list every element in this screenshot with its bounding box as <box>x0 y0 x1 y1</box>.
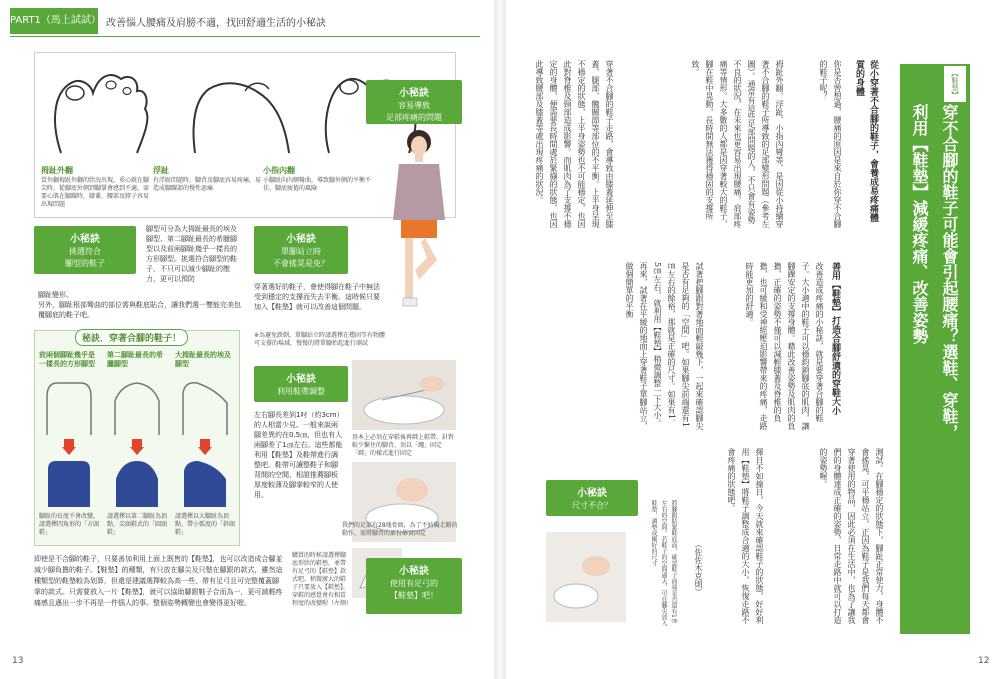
shape-paragraph: 腳型可分為大拇趾最長的埃及腳型、第二腳趾最長的希臘腳型以及前兩腳趾幾乎一樣長的方形腳型。挑選符合腳型的鞋子，不只可以減少腳趾的壓力，更可以預防 <box>146 225 237 283</box>
woman-standing-photo <box>385 120 455 380</box>
tip-line: 足部疼痛的問題 <box>386 113 442 122</box>
shape-name-egyptian: 大拇趾最長的埃及腳型 <box>175 351 231 368</box>
tip-choose-shape <box>34 226 136 274</box>
author: （佐佐木克則） <box>694 540 703 596</box>
shoe-lacing-photo <box>352 360 456 430</box>
body-col-4: 改善造成疼痛的小秘訣，就是要穿著合腳的鞋子。大小適中的鞋子可以穩鈞鎖腳底的肌肉，讓腳踝安定的支撐身體。藉此改善姿勢及肌肉的負擔，正確的姿勢不僅可以減輕膝蓋及脊椎的負擔，也可緩和受神經壓迫影響帶來的疼痛，走路時能更加的舒適。 <box>745 262 824 430</box>
body-col-7: 擇日不如撞日，今天就來確認鞋子的狀態，好好利用【鞋墊】將鞋子調整成合適的大小，恢復走路不會疼痛的狀態吧。 <box>727 448 764 624</box>
insole-paragraph: 即使是不合腳的鞋子，只要善加利用上面上既售的【鞋墊】，也可以改造成合腳並減少腳負擔的鞋子。【鞋墊】的種類，有只放在腳尖及只墊在腳跟的款式，雖然這種類型的鞋墊較為划算，但還是建議選擇較為高一些，帶有足弓且可完整覆蓋腳掌的款式。只需要放入一片【鞋墊】，就可以協助腳跟鞋子合而為一，更可減輕疼痛感且邁出一步不再是一件惱人的事。整個姿勢轉變也會變得更好喔。 <box>34 555 283 607</box>
tip-title: 小秘訣 <box>286 374 316 385</box>
laces-paragraph: 左右腳長差到1吋（約3cm）的人相當少見。一般來說兩腳差異約在0.5㎝，但也有人兩腳差了1㎝左右。這些都能利用【鞋墊】及鞋帶進行調整吧。鞋帶可讓整鞋子和腳背間的空間，相證推薦腳板厚度較薄及腳掌較窄的人使用。 <box>254 411 344 499</box>
choose-heading: 秘訣．穿著合腳的鞋子！ <box>75 329 188 346</box>
tip-line: 不會搖晃是免？ <box>273 259 329 268</box>
foot-illustration-bunion <box>41 63 151 159</box>
body-col-2: 拇趾外翻、浮趾、小指內彎等，是因從小持續穿著不合腳的鞋子所導致的足部變形問題（參考左圖）。通常有這些足部問題的人，不只會有姿勢不良的狀況，在未來也更容易出現腰痛、肩部疼痛等情形。大多數的人都是因穿著較大的鞋子，腳在鞋中晃動，長時間無法獲得穩固的支撐所致。 <box>691 60 784 228</box>
shape-paragraph-2: 腳趾變形。 <box>38 291 73 299</box>
tip-line: 容易導致 <box>398 101 430 110</box>
page-header <box>10 8 480 36</box>
foot-illustration-floating-toe <box>185 63 295 159</box>
foot-type-desc-floating: 有浮趾問題時，腳背及腳底容易疼痛，易造成腳踝部的慢性惡痛 <box>153 177 262 192</box>
shape-caption-egyptian: 請選擇以大腳趾為頂點、帶小弧度的「斜頭鞋」 <box>175 513 236 536</box>
body-col-6: 測試。在腳穩定的狀態下，腳趾正常使力，身體不會搖晃，可平穩站立，正因為鞋子是我們每天都會穿著使用的物品，因此必須在生活中，也為了讓我們的身體達成正確的姿勢，日常走路中就可以打造的姿勢喔。 <box>819 448 884 624</box>
body-col-1: 你是否曾想過，腰痛的原因是來自於你穿不合腳的鞋子呢？ <box>819 60 842 228</box>
tag-label: 【鞋墊】 <box>944 66 966 102</box>
header-subtitle: 改善惱人腰痛及肩膀不適，找回舒適生活的小秘訣 <box>106 18 326 29</box>
tip-shoelaces <box>254 366 348 402</box>
foot-type-desc-little-toe: 小腳趾向內側彎曲，導致腳外側的平衡不佳，腳底疲倦的風險 <box>263 177 372 192</box>
shoe-round-toe <box>112 459 162 509</box>
foot-type-title-floating: 浮趾 <box>153 166 169 175</box>
tip-title: 小秘訣 <box>399 88 429 99</box>
shape-name-greek: 第二腳趾最長的希臘腳型 <box>107 351 163 368</box>
standing-note: ※為避免跌倒，單腳站立時請選擇在穩固等有物體可支撐的場域，慢慢的將單腳抬起進行測試 <box>254 332 386 347</box>
tip-line: 挑選符合 <box>69 247 101 256</box>
left-page <box>0 0 494 679</box>
body-col-3: 穿著不合腳的鞋子走路，會導致由膝蓋延伸至膝蓋、腿部、髖關節等部位的不平衡。上半身呈現不穩定的狀態，上半身姿勢也不可能穩定，也因此對脊椎及頸部造成影響。而肌肉為了支撐不穩定的身體，便需要長時間處於緊繃的狀態，也因此導致腰部及膝蓋等處出現疼痛的狀況。 <box>535 60 614 228</box>
arrow-down-icon <box>130 439 144 455</box>
page-number-right: 12 <box>978 656 990 666</box>
foot-type-desc-bunion: 當外翻拇趾外翻的狀況出現，重心就在腳尖時，從腳底外側到腳掌會感到不適，需要心肌在腳踝時，膝蓋、腰部及脖子容易出現問題 <box>41 177 150 208</box>
shape-caption-greek: 請選擇以第二腳趾為頂點、尖頭鞋式的「圓頭鞋」 <box>107 513 168 536</box>
feet-in-shoes-photo <box>546 532 626 622</box>
laces-caption-2: 我們的足部有28塊骨頭，為了不妨礙走路的動作，需將腳背的部份確實固定 <box>342 522 458 537</box>
size-caption: 將腳跟貼緊鞋底面，確認鞋子前端是否還有1㎝左右的空間。若鞋子的空間過大，可在腳尖放入鞋墊，調整成剛好的尺寸 <box>650 500 677 626</box>
insole-caption: 購買的時候請選擇腳底形狀的鞋墊，並帶有足弓的【鞋墊】款式吧。稍微廣大的鞋子只要放入【鞋墊】，穿鞋的感覺會有相當程度的改變喔（左側） <box>292 552 353 607</box>
shape-caption-square: 腳趾的長度不會改變，請選擇四角形的「方頭鞋」 <box>39 513 100 536</box>
tip-foot-problems <box>366 80 462 124</box>
shape-name-square: 前兩個腳趾幾乎是一樣長的方形腳型 <box>39 351 95 368</box>
title-line-2: 利用【鞋墊】減緩疼痛、改善姿勢 <box>910 104 929 344</box>
tip-line: 尺寸不合？ <box>572 501 612 510</box>
book-gutter <box>494 0 506 679</box>
tip-size-check <box>546 480 638 516</box>
tip-line: 單腳站立時 <box>281 247 321 256</box>
foot-outline-square <box>39 379 99 439</box>
shoe-oblique-toe <box>180 459 230 509</box>
subhead: 從小穿著不合腳的鞋子，會養成易疼痛體質的身體 <box>854 60 878 222</box>
tip-title: 小秘訣 <box>70 234 100 245</box>
tip-line: 利用鞋帶調整 <box>277 387 325 396</box>
body-col-5: 試著把腳跟對著地面輕敲幾下，一起來確認腳尖是否有足夠的「空間」吧。如果腳尖前端還有1㎝左右的餘裕，那就是正確的尺寸。如果有1．5㎝左右，就利用【鞋墊】稍微調整一下大小。再來，試著在平緩的地面上穿著鞋子單腳站立，做個簡單的平衡 <box>625 262 704 430</box>
part-tab: PART1（馬上試試） <box>10 8 98 34</box>
page-number-left: 13 <box>12 656 24 666</box>
arrow-down-icon <box>62 439 76 455</box>
foot-outline-greek <box>107 379 167 439</box>
tip-line: 腳型的鞋子 <box>65 259 105 268</box>
standing-paragraph: 穿著選好的鞋子，會使得腳在鞋子中無法受到穩定的支撐而失去平衡。這時候只要加入【鞋墊】就可以改善這個問題。 <box>254 283 380 311</box>
subhead-2: 善用【鞋墊】打造合腳舒適的穿鞋大小 <box>830 262 840 415</box>
shape-paragraph-3: 另外，腳趾根部彎曲的部位需與鞋底貼合，讓我們選一雙能完美包覆腳底的鞋子吧。 <box>38 301 241 319</box>
tip-title: 小秘訣 <box>577 488 607 499</box>
foot-type-title-little-toe: 小指內翻 <box>263 166 295 175</box>
shoe-square-toe <box>44 459 94 509</box>
tip-title: 小秘訣 <box>399 566 429 577</box>
arrow-down-icon <box>198 439 212 455</box>
title-line-1: 穿不合腳的鞋子可能會引起腰痛？選鞋、穿鞋， <box>940 104 959 440</box>
tip-line: 使用有足弓的 <box>390 579 438 588</box>
tip-title: 小秘訣 <box>286 234 316 245</box>
shoe-shape-panel <box>34 330 240 546</box>
laces-caption: 基本上必須在穿鞋後再綁上鞋帶。針對較少繫住的腳背，須以「繩」固定「綁」的樣式進行固定 <box>352 434 455 457</box>
foot-type-title-bunion: 拇趾外翻 <box>41 166 73 175</box>
header-rule <box>10 36 480 37</box>
tip-line: 【鞋墊】吧！ <box>390 591 438 600</box>
tip-use-insole <box>366 558 462 614</box>
right-page <box>506 0 1000 679</box>
tip-single-leg <box>254 226 348 274</box>
foot-outline-egyptian <box>175 379 235 439</box>
